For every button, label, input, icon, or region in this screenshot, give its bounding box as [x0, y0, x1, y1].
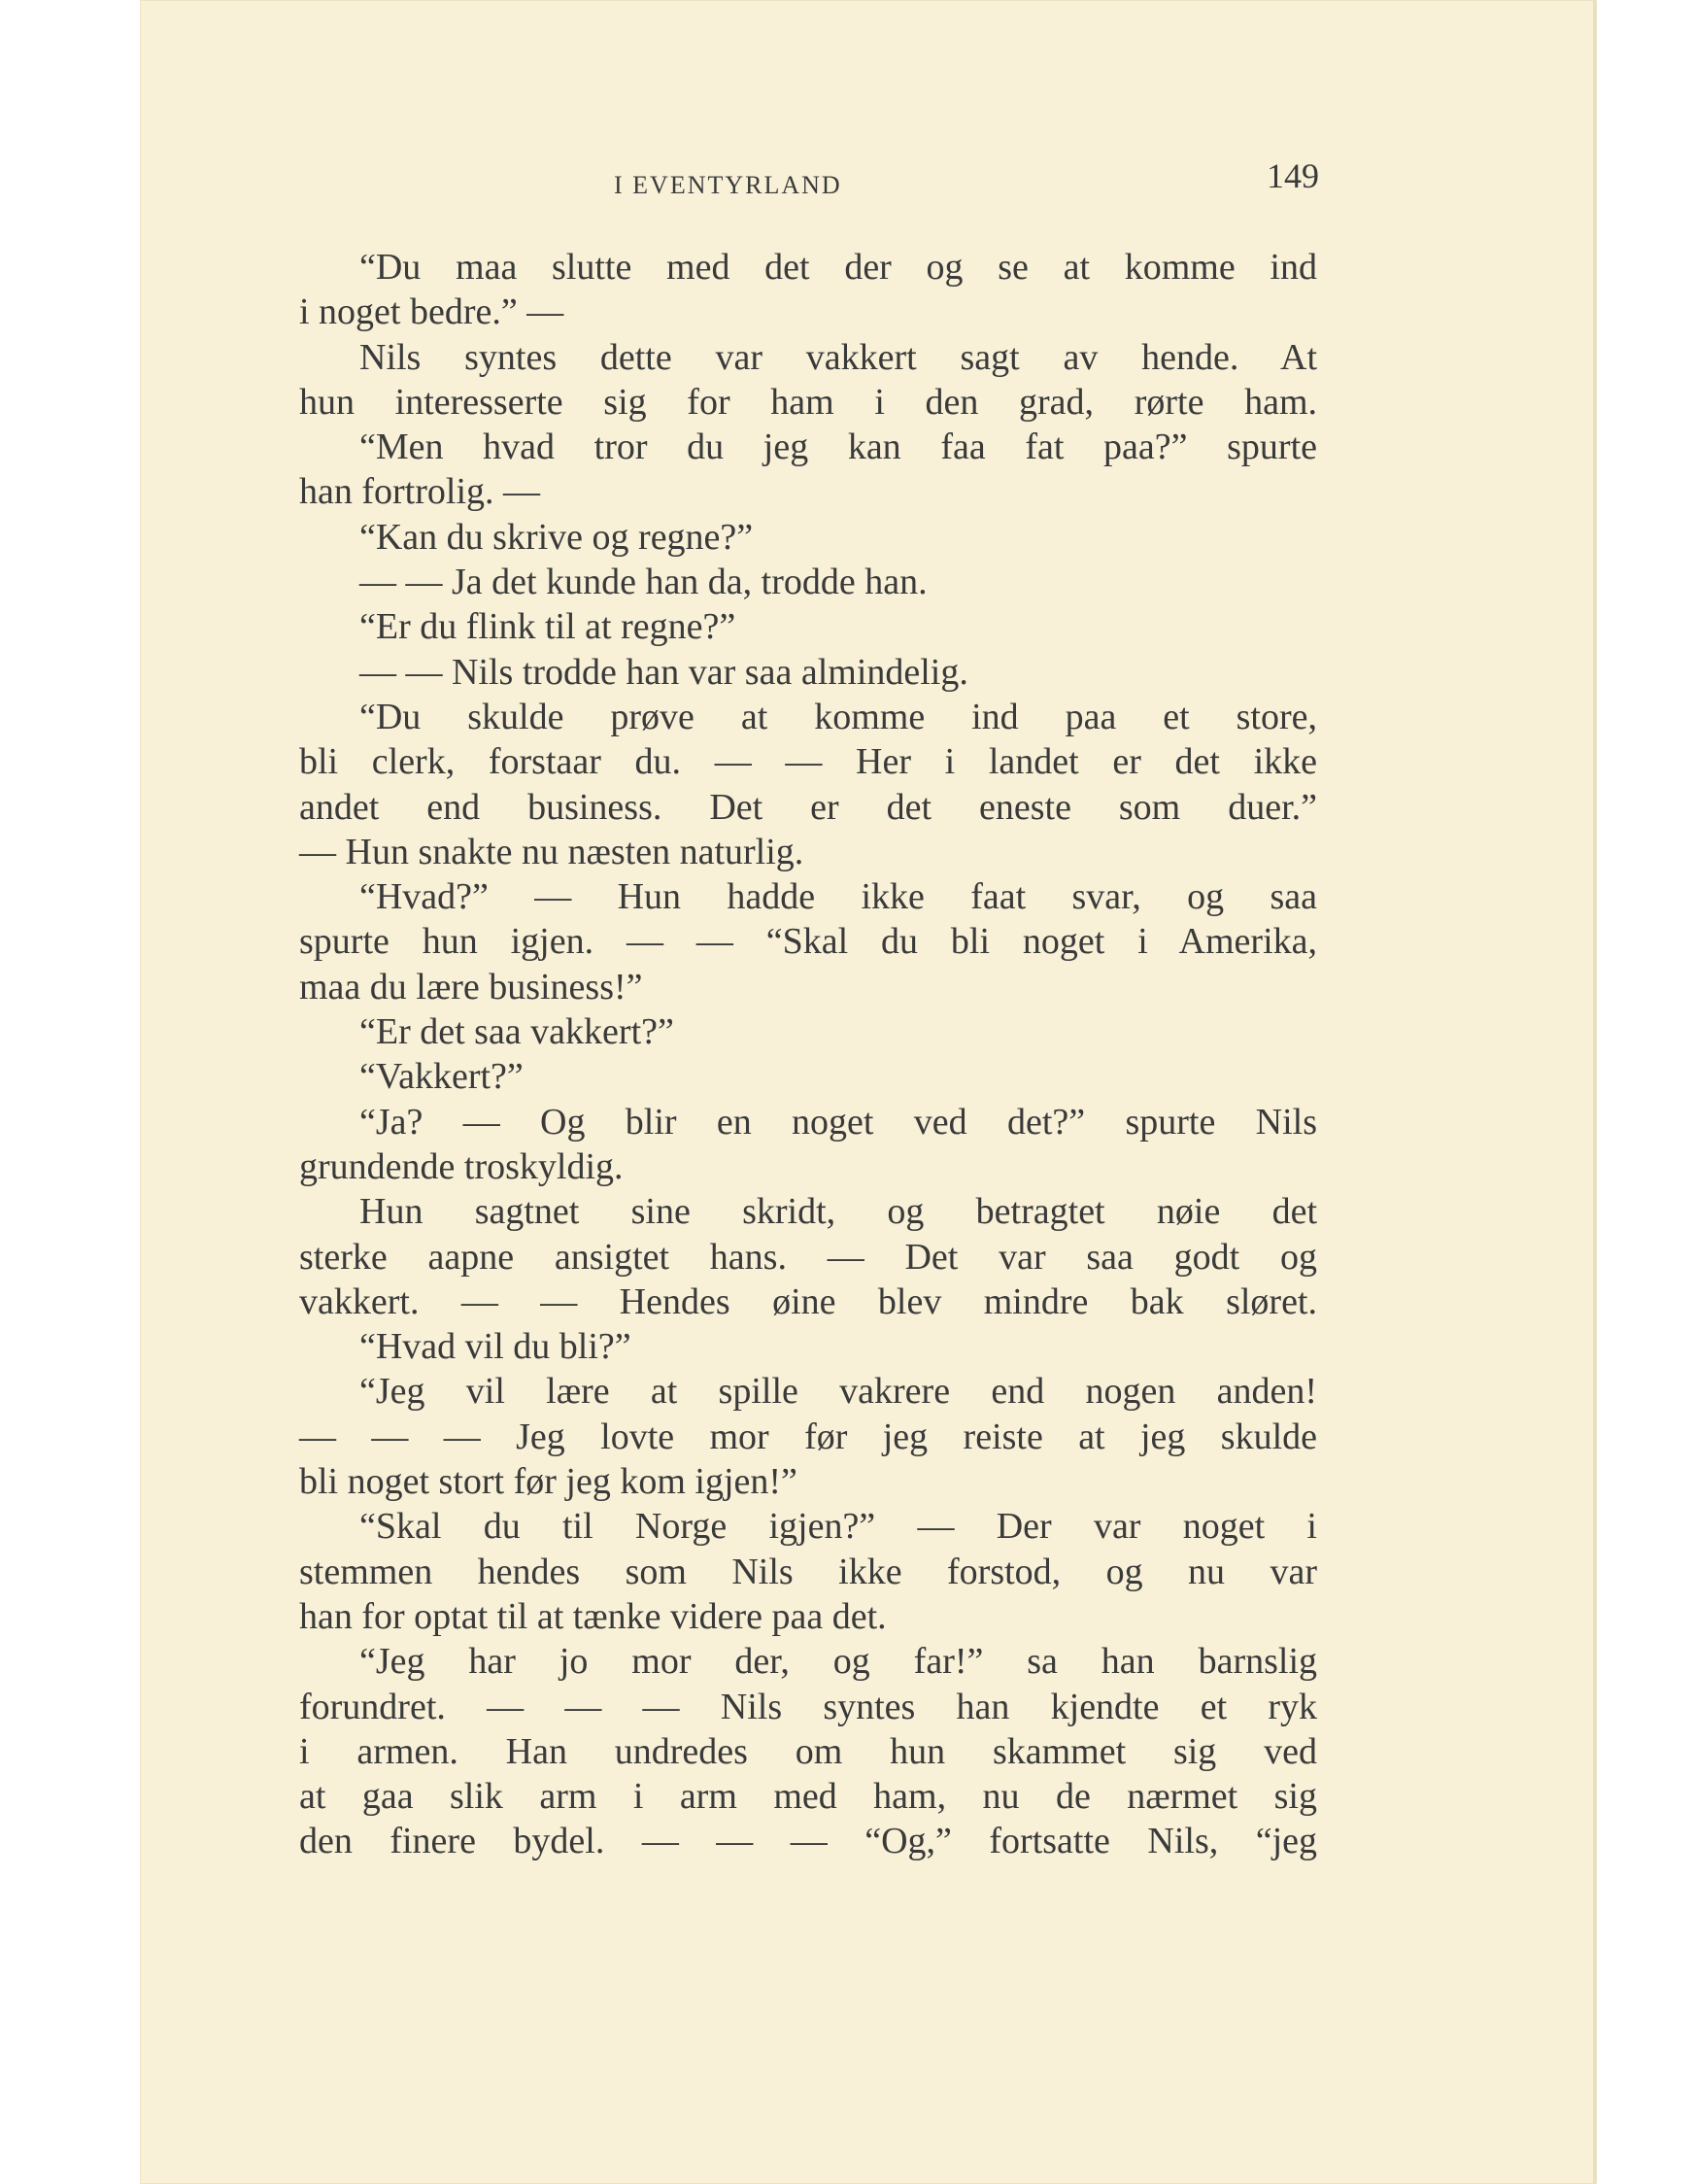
text-line: “Hvad?” — Hun hadde ikke faat svar, og saa	[359, 876, 1317, 918]
text-line: i armen. Han undredes om hun skammet sig ved	[299, 1730, 1317, 1772]
text-line: “Jeg har jo mor der, og far!” sa han barnslig	[359, 1641, 1317, 1683]
text-line: maa du lære business!”	[299, 966, 643, 1007]
text-line: forundret. — — — Nils syntes han kjendte et ryk	[299, 1686, 1317, 1727]
text-line: “Vakkert?”	[359, 1056, 524, 1098]
text-line: han for optat til at tænke videre paa det.	[299, 1595, 887, 1637]
text-line: vakkert. — — Hendes øine blev mindre bak sløret.	[299, 1280, 1317, 1322]
text-line: grundende troskyldig.	[299, 1145, 624, 1187]
text-line: “Du skulde prøve at komme ind paa et store,	[359, 696, 1317, 737]
text-line: “Ja? — Og blir en noget ved det?” spurte Nils	[359, 1101, 1317, 1143]
text-line: den finere bydel. — — — “Og,” fortsatte Nils, “jeg	[299, 1821, 1317, 1862]
text-line: spurte hun igjen. — — “Skal du bli noget i Amerika,	[299, 921, 1317, 963]
page-edge	[1593, 0, 1597, 2184]
text-line: “Hvad vil du bli?”	[359, 1326, 631, 1368]
text-line: stemmen hendes som Nils ikke forstod, og nu var	[299, 1551, 1317, 1592]
body-text	[299, 245, 1317, 1864]
text-line: andet end business. Det er det eneste som duer.”	[299, 786, 1317, 828]
text-line: sterke aapne ansigtet hans. — Det var saa godt og	[299, 1236, 1317, 1278]
text-line: — Hun snakte nu næsten naturlig.	[299, 831, 804, 872]
text-line: — — — Jeg lovte mor før jeg reiste at jeg skulde	[299, 1416, 1317, 1457]
text-line: i noget bedre.” —	[299, 291, 564, 333]
running-head: I EVENTYRLAND	[614, 171, 842, 199]
page-number: 149	[1267, 156, 1319, 195]
text-line: bli clerk, forstaar du. — — Her i landet er det ikke	[299, 741, 1317, 783]
text-line: — — Ja det kunde han da, trodde han.	[359, 562, 928, 603]
text-line: “Kan du skrive og regne?”	[359, 516, 754, 558]
text-line: — — Nils trodde han var saa almindelig.	[359, 651, 968, 693]
text-line: hun interesserte sig for ham i den grad, rørte ham.	[299, 381, 1317, 423]
text-line: bli noget stort før jeg kom igjen!”	[299, 1461, 797, 1503]
text-line: at gaa slik arm i arm med ham, nu de nærmet sig	[299, 1776, 1317, 1818]
text-line: “Er du flink til at regne?”	[359, 606, 736, 648]
text-line: “Er det saa vakkert?”	[359, 1011, 674, 1053]
text-line: “Du maa slutte med det der og se at komme ind	[359, 247, 1317, 288]
text-line: “Jeg vil lære at spille vakrere end nogen anden!	[359, 1371, 1317, 1413]
text-line: “Skal du til Norge igjen?” — Der var noget i	[359, 1506, 1317, 1548]
text-line: han fortrolig. —	[299, 471, 541, 513]
page-header	[299, 154, 1319, 212]
text-line: Nils syntes dette var vakkert sagt av hende. At	[359, 336, 1317, 378]
text-line: “Men hvad tror du jeg kan faa fat paa?” spurte	[359, 427, 1317, 468]
text-line: Hun sagtnet sine skridt, og betragtet nøie det	[359, 1191, 1317, 1233]
